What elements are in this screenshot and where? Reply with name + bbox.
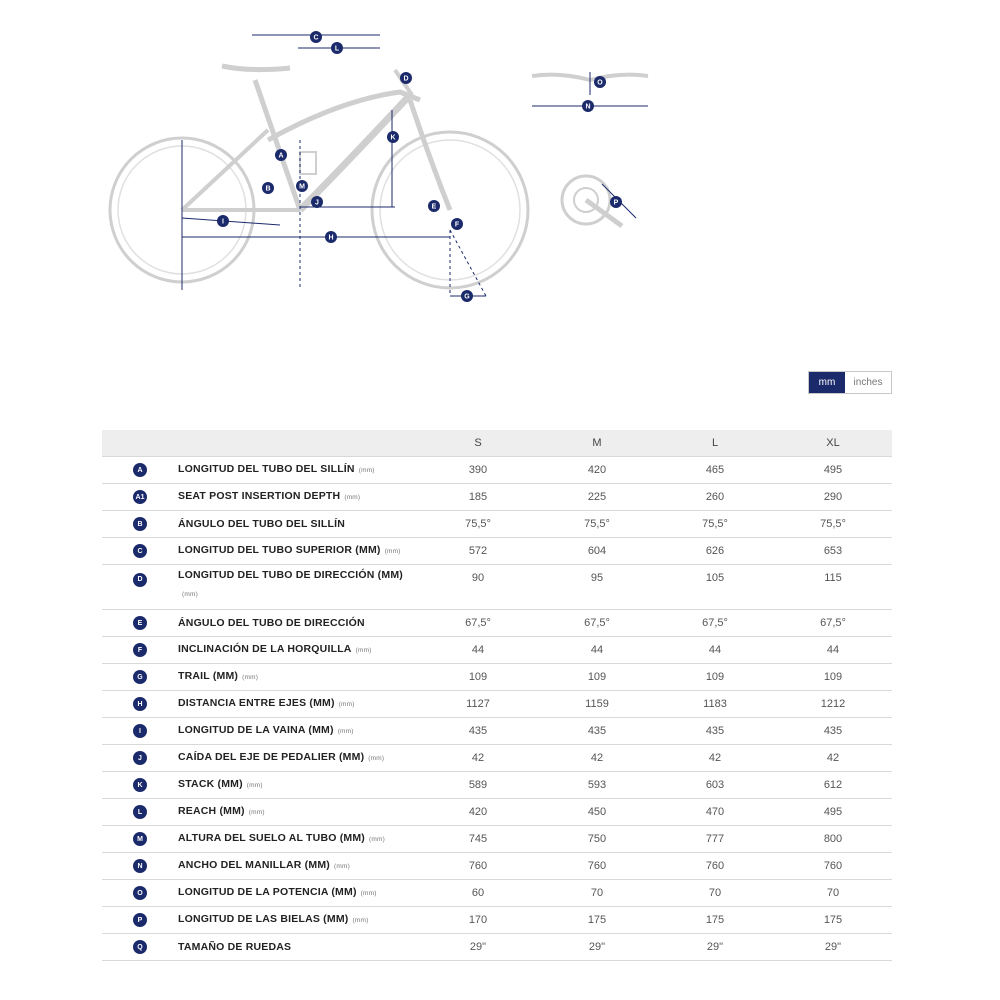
measurement-name: LONGITUD DE LA POTENCIA (MM) xyxy=(178,886,357,898)
svg-text:M: M xyxy=(299,183,305,191)
size-value-s: 170 xyxy=(418,907,538,934)
size-value-m: 604 xyxy=(538,538,656,565)
table-row xyxy=(102,934,892,961)
row-badge-cell xyxy=(102,880,178,907)
measurement-unit: (mm) xyxy=(384,548,401,555)
measurement-unit: (mm) xyxy=(360,890,377,897)
size-value-m: 175 xyxy=(538,907,656,934)
measurement-name: ÁNGULO DEL TUBO DEL SILLÍN xyxy=(178,518,345,530)
table-row xyxy=(102,907,892,934)
size-value-m: 44 xyxy=(538,637,656,664)
size-value-s: 67,5° xyxy=(418,610,538,637)
size-value-xl: 109 xyxy=(774,664,892,691)
fork xyxy=(410,100,450,210)
size-value-m: 42 xyxy=(538,745,656,772)
diagram-marker-e xyxy=(428,200,440,212)
size-value-xl: 115 xyxy=(774,565,892,610)
size-value-l: 29" xyxy=(656,934,774,961)
table-row xyxy=(102,799,892,826)
row-badge-cell xyxy=(102,565,178,610)
measurement-unit: (mm) xyxy=(344,494,361,501)
row-badge-cell xyxy=(102,484,178,511)
size-value-m: 70 xyxy=(538,880,656,907)
size-value-m: 435 xyxy=(538,718,656,745)
table-row xyxy=(102,511,892,538)
i-line xyxy=(182,218,280,225)
measurement-badge: D xyxy=(133,573,147,587)
measurement-label xyxy=(178,772,418,799)
size-value-xl: 29" xyxy=(774,934,892,961)
row-badge-cell xyxy=(102,934,178,961)
measurement-badge: P xyxy=(133,913,147,927)
header-badge xyxy=(102,430,178,457)
svg-text:G: G xyxy=(464,293,470,301)
measurement-name: LONGITUD DEL TUBO DE DIRECCIÓN (MM) xyxy=(178,569,403,581)
measurement-unit: (mm) xyxy=(246,782,263,789)
table-row xyxy=(102,853,892,880)
size-value-m: 760 xyxy=(538,853,656,880)
measurement-badge: A1 xyxy=(133,490,147,504)
measurement-unit: (mm) xyxy=(182,591,198,598)
measurement-unit: (mm) xyxy=(352,917,369,924)
size-value-xl: 612 xyxy=(774,772,892,799)
size-value-m: 750 xyxy=(538,826,656,853)
measurement-unit: (mm) xyxy=(337,728,354,735)
bike-geometry-diagram xyxy=(0,0,1000,320)
row-badge-cell xyxy=(102,907,178,934)
measurement-badge: L xyxy=(133,805,147,819)
measurement-badge: B xyxy=(133,517,147,531)
table-row xyxy=(102,691,892,718)
measurement-label xyxy=(178,691,418,718)
measurement-label xyxy=(178,637,418,664)
row-badge-cell xyxy=(102,664,178,691)
measurement-unit: (mm) xyxy=(368,755,385,762)
row-badge-cell xyxy=(102,853,178,880)
svg-text:C: C xyxy=(313,34,319,42)
size-value-m: 67,5° xyxy=(538,610,656,637)
size-value-s: 109 xyxy=(418,664,538,691)
measurement-badge: H xyxy=(133,697,147,711)
measurement-name: ANCHO DEL MANILLAR (MM) xyxy=(178,859,330,871)
seat-stay xyxy=(182,130,271,210)
measurement-name: REACH (MM) xyxy=(178,805,245,817)
svg-text:J: J xyxy=(315,199,319,207)
size-value-m: 1159 xyxy=(538,691,656,718)
size-value-xl: 75,5° xyxy=(774,511,892,538)
header-size-m: M xyxy=(538,430,656,457)
row-badge-cell xyxy=(102,511,178,538)
table-row xyxy=(102,664,892,691)
measurement-label xyxy=(178,664,418,691)
table-header xyxy=(102,430,892,457)
size-value-xl: 495 xyxy=(774,799,892,826)
measurement-badge: F xyxy=(133,643,147,657)
measurement-name: CAÍDA DEL EJE DE PEDALIER (MM) xyxy=(178,751,365,763)
size-value-l: 105 xyxy=(656,565,774,610)
measurement-label xyxy=(178,484,418,511)
measurement-unit: (mm) xyxy=(358,467,375,474)
measurement-name: ALTURA DEL SUELO AL TUBO (MM) xyxy=(178,832,366,844)
table-row xyxy=(102,637,892,664)
size-value-xl: 42 xyxy=(774,745,892,772)
table-row xyxy=(102,826,892,853)
size-value-l: 260 xyxy=(656,484,774,511)
size-value-xl: 290 xyxy=(774,484,892,511)
diagram-marker-k xyxy=(387,131,399,143)
measurement-name: SEAT POST INSERTION DEPTH xyxy=(178,490,341,502)
diagram-marker-h xyxy=(325,231,337,243)
measurement-badge: K xyxy=(133,778,147,792)
size-value-m: 420 xyxy=(538,457,656,484)
table-row xyxy=(102,880,892,907)
measurement-unit: (mm) xyxy=(333,863,350,870)
size-value-s: 390 xyxy=(418,457,538,484)
saddle xyxy=(222,66,290,70)
row-badge-cell xyxy=(102,538,178,565)
size-value-m: 29" xyxy=(538,934,656,961)
measurement-label xyxy=(178,907,418,934)
size-value-l: 760 xyxy=(656,853,774,880)
size-value-s: 589 xyxy=(418,772,538,799)
size-value-l: 42 xyxy=(656,745,774,772)
measurement-name: TAMAÑO DE RUEDAS xyxy=(178,941,292,953)
measurement-badge: A xyxy=(133,463,147,477)
table-row xyxy=(102,745,892,772)
measurement-name: DISTANCIA ENTRE EJES (MM) xyxy=(178,697,335,709)
unit-mm-option[interactable]: mm xyxy=(809,372,845,393)
row-badge-cell xyxy=(102,799,178,826)
size-value-xl: 67,5° xyxy=(774,610,892,637)
row-badge-cell xyxy=(102,637,178,664)
svg-text:B: B xyxy=(265,185,271,193)
size-value-s: 44 xyxy=(418,637,538,664)
size-value-s: 42 xyxy=(418,745,538,772)
measurement-label xyxy=(178,565,418,610)
size-value-m: 75,5° xyxy=(538,511,656,538)
size-value-l: 175 xyxy=(656,907,774,934)
measurement-unit: (mm) xyxy=(242,674,259,681)
measurement-label xyxy=(178,610,418,637)
size-value-xl: 44 xyxy=(774,637,892,664)
svg-text:D: D xyxy=(403,75,409,83)
size-value-xl: 1212 xyxy=(774,691,892,718)
table-row xyxy=(102,538,892,565)
measurement-label xyxy=(178,718,418,745)
diagram-marker-f xyxy=(451,218,463,230)
size-value-s: 420 xyxy=(418,799,538,826)
measurement-badge: I xyxy=(133,724,147,738)
measurement-label xyxy=(178,457,418,484)
diagram-marker-c xyxy=(310,31,322,43)
size-value-m: 95 xyxy=(538,565,656,610)
measurement-badge: Q xyxy=(133,940,147,954)
diagram-marker-b xyxy=(262,182,274,194)
measurement-label xyxy=(178,745,418,772)
diagram-marker-g xyxy=(461,290,473,302)
diagram-marker-j xyxy=(311,196,323,208)
table-row xyxy=(102,772,892,799)
row-badge-cell xyxy=(102,691,178,718)
bike-outline xyxy=(110,66,528,288)
measurement-badge: G xyxy=(133,670,147,684)
size-value-m: 450 xyxy=(538,799,656,826)
size-value-l: 44 xyxy=(656,637,774,664)
diagram-markers xyxy=(217,31,622,302)
measurement-name: LONGITUD DEL TUBO DEL SILLÍN xyxy=(178,463,355,475)
header-size-l: L xyxy=(656,430,774,457)
size-value-xl: 653 xyxy=(774,538,892,565)
size-value-l: 470 xyxy=(656,799,774,826)
measurement-unit: (mm) xyxy=(355,647,372,654)
table-row xyxy=(102,457,892,484)
size-value-s: 60 xyxy=(418,880,538,907)
size-value-l: 626 xyxy=(656,538,774,565)
table-row xyxy=(102,484,892,511)
svg-text:H: H xyxy=(328,234,334,242)
size-value-xl: 760 xyxy=(774,853,892,880)
size-value-m: 593 xyxy=(538,772,656,799)
measurement-label xyxy=(178,853,418,880)
size-value-s: 572 xyxy=(418,538,538,565)
measurement-name: LONGITUD DE LAS BIELAS (MM) xyxy=(178,913,349,925)
svg-text:I: I xyxy=(222,218,224,226)
diagram-marker-d xyxy=(400,72,412,84)
measurement-badge: O xyxy=(133,886,147,900)
table-row xyxy=(102,565,892,610)
row-badge-cell xyxy=(102,826,178,853)
measurement-label xyxy=(178,934,418,961)
measurement-name: STACK (MM) xyxy=(178,778,243,790)
svg-text:F: F xyxy=(454,221,460,229)
header-label xyxy=(178,430,418,457)
rear-shock xyxy=(300,152,316,174)
measurement-label xyxy=(178,799,418,826)
svg-text:O: O xyxy=(597,79,603,87)
size-value-s: 760 xyxy=(418,853,538,880)
size-value-l: 67,5° xyxy=(656,610,774,637)
measurement-label xyxy=(178,511,418,538)
measurement-badge: E xyxy=(133,616,147,630)
measurement-badge: N xyxy=(133,859,147,873)
unit-toggle[interactable] xyxy=(808,371,892,394)
measurement-unit: (mm) xyxy=(338,701,355,708)
row-badge-cell xyxy=(102,718,178,745)
seat-tube xyxy=(255,80,300,210)
header-size-xl: XL xyxy=(774,430,892,457)
measurement-unit: (mm) xyxy=(248,809,265,816)
geometry-table xyxy=(102,430,892,961)
size-value-xl: 800 xyxy=(774,826,892,853)
size-value-xl: 495 xyxy=(774,457,892,484)
svg-text:K: K xyxy=(390,134,396,142)
size-value-s: 90 xyxy=(418,565,538,610)
size-value-xl: 435 xyxy=(774,718,892,745)
table-row xyxy=(102,610,892,637)
size-value-l: 1183 xyxy=(656,691,774,718)
measurement-unit: (mm) xyxy=(369,836,385,843)
size-value-s: 75,5° xyxy=(418,511,538,538)
header-size-s: S xyxy=(418,430,538,457)
measurement-name: LONGITUD DEL TUBO SUPERIOR (MM) xyxy=(178,544,381,556)
size-value-s: 29" xyxy=(418,934,538,961)
size-value-xl: 70 xyxy=(774,880,892,907)
table-row xyxy=(102,718,892,745)
size-value-l: 70 xyxy=(656,880,774,907)
row-badge-cell xyxy=(102,610,178,637)
size-value-s: 185 xyxy=(418,484,538,511)
row-badge-cell xyxy=(102,745,178,772)
size-value-s: 435 xyxy=(418,718,538,745)
svg-text:P: P xyxy=(613,199,619,207)
diagram-marker-n xyxy=(582,100,594,112)
size-value-m: 109 xyxy=(538,664,656,691)
measurement-name: TRAIL (MM) xyxy=(178,670,239,682)
size-value-l: 75,5° xyxy=(656,511,774,538)
svg-text:A: A xyxy=(278,152,284,160)
size-value-s: 1127 xyxy=(418,691,538,718)
size-value-l: 603 xyxy=(656,772,774,799)
size-value-m: 225 xyxy=(538,484,656,511)
crankset-detail xyxy=(562,176,636,226)
measurement-label xyxy=(178,826,418,853)
diagram-marker-m xyxy=(296,180,308,192)
diagram-marker-a xyxy=(275,149,287,161)
size-value-l: 435 xyxy=(656,718,774,745)
measurement-badge: C xyxy=(133,544,147,558)
diagram-marker-i xyxy=(217,215,229,227)
measurement-label xyxy=(178,538,418,565)
row-badge-cell xyxy=(102,772,178,799)
measurement-badge: M xyxy=(133,832,147,846)
row-badge-cell xyxy=(102,457,178,484)
svg-text:E: E xyxy=(431,203,437,211)
size-value-l: 109 xyxy=(656,664,774,691)
svg-text:L: L xyxy=(334,45,340,53)
unit-inches-option[interactable]: inches xyxy=(845,372,891,393)
diagram-marker-p xyxy=(610,196,622,208)
measurement-name: ÁNGULO DEL TUBO DE DIRECCIÓN xyxy=(178,617,365,629)
size-value-l: 777 xyxy=(656,826,774,853)
size-value-s: 745 xyxy=(418,826,538,853)
measurement-label xyxy=(178,880,418,907)
measurement-name: LONGITUD DE LA VAINA (MM) xyxy=(178,724,334,736)
diagram-marker-o xyxy=(594,76,606,88)
diagram-marker-l xyxy=(331,42,343,54)
size-value-xl: 175 xyxy=(774,907,892,934)
size-value-l: 465 xyxy=(656,457,774,484)
measurement-badge: J xyxy=(133,751,147,765)
svg-text:N: N xyxy=(585,103,591,111)
measurement-name: INCLINACIÓN DE LA HORQUILLA xyxy=(178,643,352,655)
